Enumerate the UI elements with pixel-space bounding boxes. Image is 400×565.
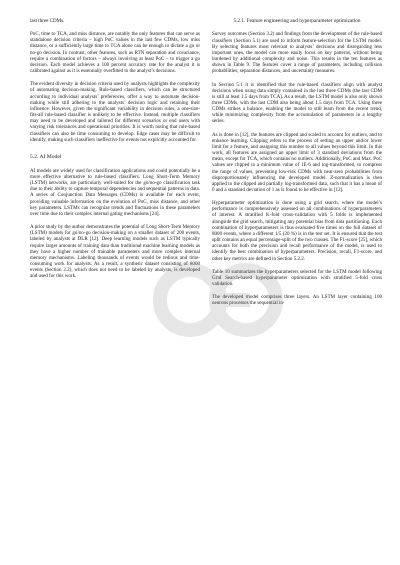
right-column [212, 18, 382, 314]
section-heading: 5.2. AI Model [30, 153, 62, 160]
paragraph: Table 10 summarizes the hyperparameters selected for the LSTM model following Grid Search-based hyperparameter optimization with stratified 5-fold cross validation. [212, 268, 382, 288]
left-column [30, 18, 200, 286]
paragraph: Survey outcomes (Section 3.2) and findings from the development of the rule-based classifiers (Section 5.1) are used to inform feature-selection for the LSTM model. By selecting features most relevant to analysts’ decisions and disregarding less important ones, the model can more easily focus on key patterns, without being burdened by additional complexity and noise. This results in the ten features as shown in Table 9. The features cover a range of parameters, including collision probabilities, separation distances, and uncertainty measures. [212, 31, 382, 75]
paragraph: last three CDMs. [30, 18, 65, 24]
paragraph: In Section 5.1 it is identified that the rule-based classifiers align with analyst decisions when using data simply contained in the last three CDMs (the last CDM is still at least 1.5 days from TCA). As a result, the LSTM model is also only shown three CDMs, with the last CDM also being about 1.5 days from TCA. Using three CDMs strikes a balance, enabling the model to still learn from the recent trend, while minimizing complexity from the accumulation of parameters in a lengthy series. [212, 81, 382, 125]
subsection-heading: 5.2.1. Feature engineering and hyperparameter optimization [233, 18, 361, 24]
paragraph: AI models are widely used for classification applications and could potentially be a more effective alternative to rule-based classifiers. Long Short-Term Memory (LSTM) networks, are particularly well-suited for the go/no-go classification task due to their ability to capture temporal dependencies and sequential patterns in data. A series of Conjunction Data Messages (CDMs) is available for each event, providing valuable information on the evolution of PoC, miss distance, and other key parameters. LSTMs can recognize trends and fluctuations in these parameters over time due to their complex internal gating mechanisms [24]. [30, 167, 200, 217]
paragraph: The developed model comprises three layers. An LSTM layer containing 100 neurons processes the sequential in- [212, 294, 382, 307]
paragraph: Hyperparameter optimization is done using a grid search, where the model’s performance is comprehensively assessed on all combinations of hyperparameters of interest. A stratified K-fold cross-validation with 5 folds is implemented alongside the grid search, mitigating any potential bias from data partitioning. Each combination of hyperparameters is thus evaluated five times on the full dataset of 8000 events, where a different 1/5 (20 %) is in the test set. It is ensured that the test split contains an equal percentage-split of the two classes. The F1-score [25], which accounts for both the precision and recall performance of the model, is used to identify the best combination of hyperparameters. Precision, recall, F1-score, and other key metrics are defined in Section 5.2.2. [212, 200, 382, 262]
paragraph: The evident diversity in decision criteria used by analysts highlights the complexity of automating decision-making. Rule-based classifiers, which can be structured according to individual analysts’ preferences, offer a way to automate decision-making while still adhering to the analysts’ decision logic and retaining their influence. However, given the significant variability in decision rules, a one-size-fits-all rule-based classifier is unlikely to be effective. Instead, multiple classifiers may need to be developed and tailored for different scenarios or end users with varying risk tolerances and operational priorities. It is worth noting that rule-based classifiers can also be time consuming to develop. Edge cases may be difficult to identify, making such classifiers ineffective for events not explicitly accounted for. [30, 81, 200, 143]
paragraph: As is done in [12], the features are clipped and scaled to account for outliers, and to enhance learning. Clipping refers to the process of setting an upper and/or lower limit for a feature, and assigning this number to all values beyond this limit. In this work, all features are assigned an upper limit of 3 standard deviations from the mean, except for TCA, which contains no outliers. Additionally, PoC and Max. PoC values are clipped to a minimum value of 1E-6 and log-transformed, to compress the range of values, preventing low-risk CDMs with near-zero probabilities from disproportionately influencing the developed model. Z-normalization is then applied to the clipped and partially log-transformed data, such that it has a mean of 0 and a standard deviation of 1 as is found to be effective in [12]. [212, 131, 382, 193]
paragraph: PoC, time to TCA, and miss distance, are notably the only features that can serve as standalone decision criteria – high PoC values in the last few CDMs, low miss distance, or a sufficiently large time to TCA alone can be enough to dictate a go or no-go decision. In contrast, other features, such as RTN separation and covariance, require a combination of factors – always involving at least PoC – to trigger a go decision. Each model achieves a 100 percent accuracy rate for the analyst it is calibrated against as it is essentially overfitted to the analyst’s decisions. [30, 31, 200, 75]
paragraph: A prior study by the author demonstrates the potential of Long Short-Term Memory (LSTM) models for go/no-go decision-making on a smaller dataset of 200 events, labeled by analysts at DLR [12]. Deep learning models such as LSTM typically require larger amounts of training data than traditional machine learning models as they have a higher number of trainable parameters and more complex internal memory mechanisms. Labeling thousands of events would be tedious and time-consuming work for analysts. As a result, a synthetic dataset consisting of 8000 events (Section 2.2), which does not need to be labeled by analysts, is developed and used for this work. [30, 224, 200, 280]
